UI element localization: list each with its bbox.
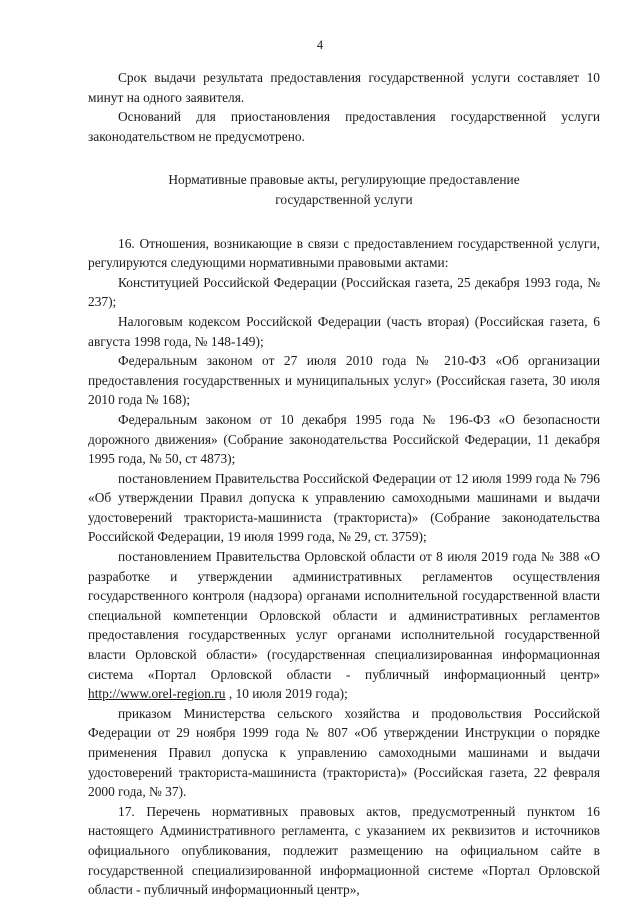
- paragraph-result-term: Срок выдачи результата предоставления государственной услуги составляет 10 минут на одного заявителя.: [88, 70, 600, 105]
- oryol-portal-link[interactable]: http://www.orel-region.ru: [88, 686, 226, 702]
- act-tax-code: Налоговым кодексом Российской Федерации (часть вторая) (Российская газета, 6 августа 1998 года, № 148-149);: [88, 313, 600, 349]
- act-government-decree-796: постановлением Правительства Российской Федерации от 12 июля 1999 года № 796 «Об утверждении Правил допуска к управлению самоходными машинами и выдачи удостоверений тракториста-машиниста (тракториста)» (Собрание законодательства Российской Федерации, 19 июля 1999 года, № 29, ст. 3759);: [88, 470, 600, 545]
- item-16-intro: 16. Отношения, возникающие в связи с предоставлением государственной услуги, регулируются следующими нормативными правовыми актами:: [88, 235, 600, 271]
- paragraph-no-suspension: Оснований для приостановления предоставления государственной услуги законодательством не предусмотрено.: [88, 109, 600, 144]
- section-heading: Нормативные правовые акты, регулирующие предоставление государственной услуги: [168, 172, 520, 207]
- act-oryol-text: постановлением Правительства Орловской области от 8 июля 2019 года № 388 «О разработке и утверждении административных регламентов осуществления государственного контроля (надзора) органами исполнительной государственной власти специальной компетенции Орловской области и административных регламентов предоставления государственных услуг органами исполнительной государственной власти Орловской области» (государственная специализированная информационная система «Портал Орловской области - публичный информационный центр»: [88, 549, 600, 682]
- page-number: 4: [316, 38, 324, 52]
- act-federal-law-196: Федеральным законом от 10 декабря 1995 года № 196-ФЗ «О безопасности дорожного движения» (Собрание законодательства Российской Федерации, 11 декабря 1995 года, № 50, ст 4873);: [88, 411, 600, 467]
- item-17: 17. Перечень нормативных правовых актов, предусмотренный пунктом 16 настоящего Административного регламента, с указанием их реквизитов и источников официального опубликования, подлежит размещению на официальном сайте в государственной специализированной информационной системе «Портал Орловской области - публичный информационный центр»,: [88, 803, 600, 898]
- act-oryol-decree-388: [88, 547, 600, 704]
- document-body: [88, 68, 600, 900]
- act-federal-law-210: Федеральным законом от 27 июля 2010 года № 210-ФЗ «Об организации предоставления государственных и муниципальных услуг» (Российская газета, 30 июля 2010 года № 168);: [88, 353, 600, 408]
- act-constitution: Конституцией Российской Федерации (Российская газета, 25 декабря 1993 года, № 237);: [88, 274, 600, 310]
- act-oryol-date: , 10 июля 2019 года);: [225, 686, 348, 702]
- act-ministry-order-807: приказом Министерства сельского хозяйства и продовольствия Российской Федерации от 29 ноября 1999 года № 807 «Об утверждении Инструкции о порядке применения Правил допуска к управлению самоходными машинами и выдачи удостоверений тракториста-машиниста (тракториста)» (Российская газета, 22 февраля 2000 года, № 37).: [88, 705, 600, 800]
